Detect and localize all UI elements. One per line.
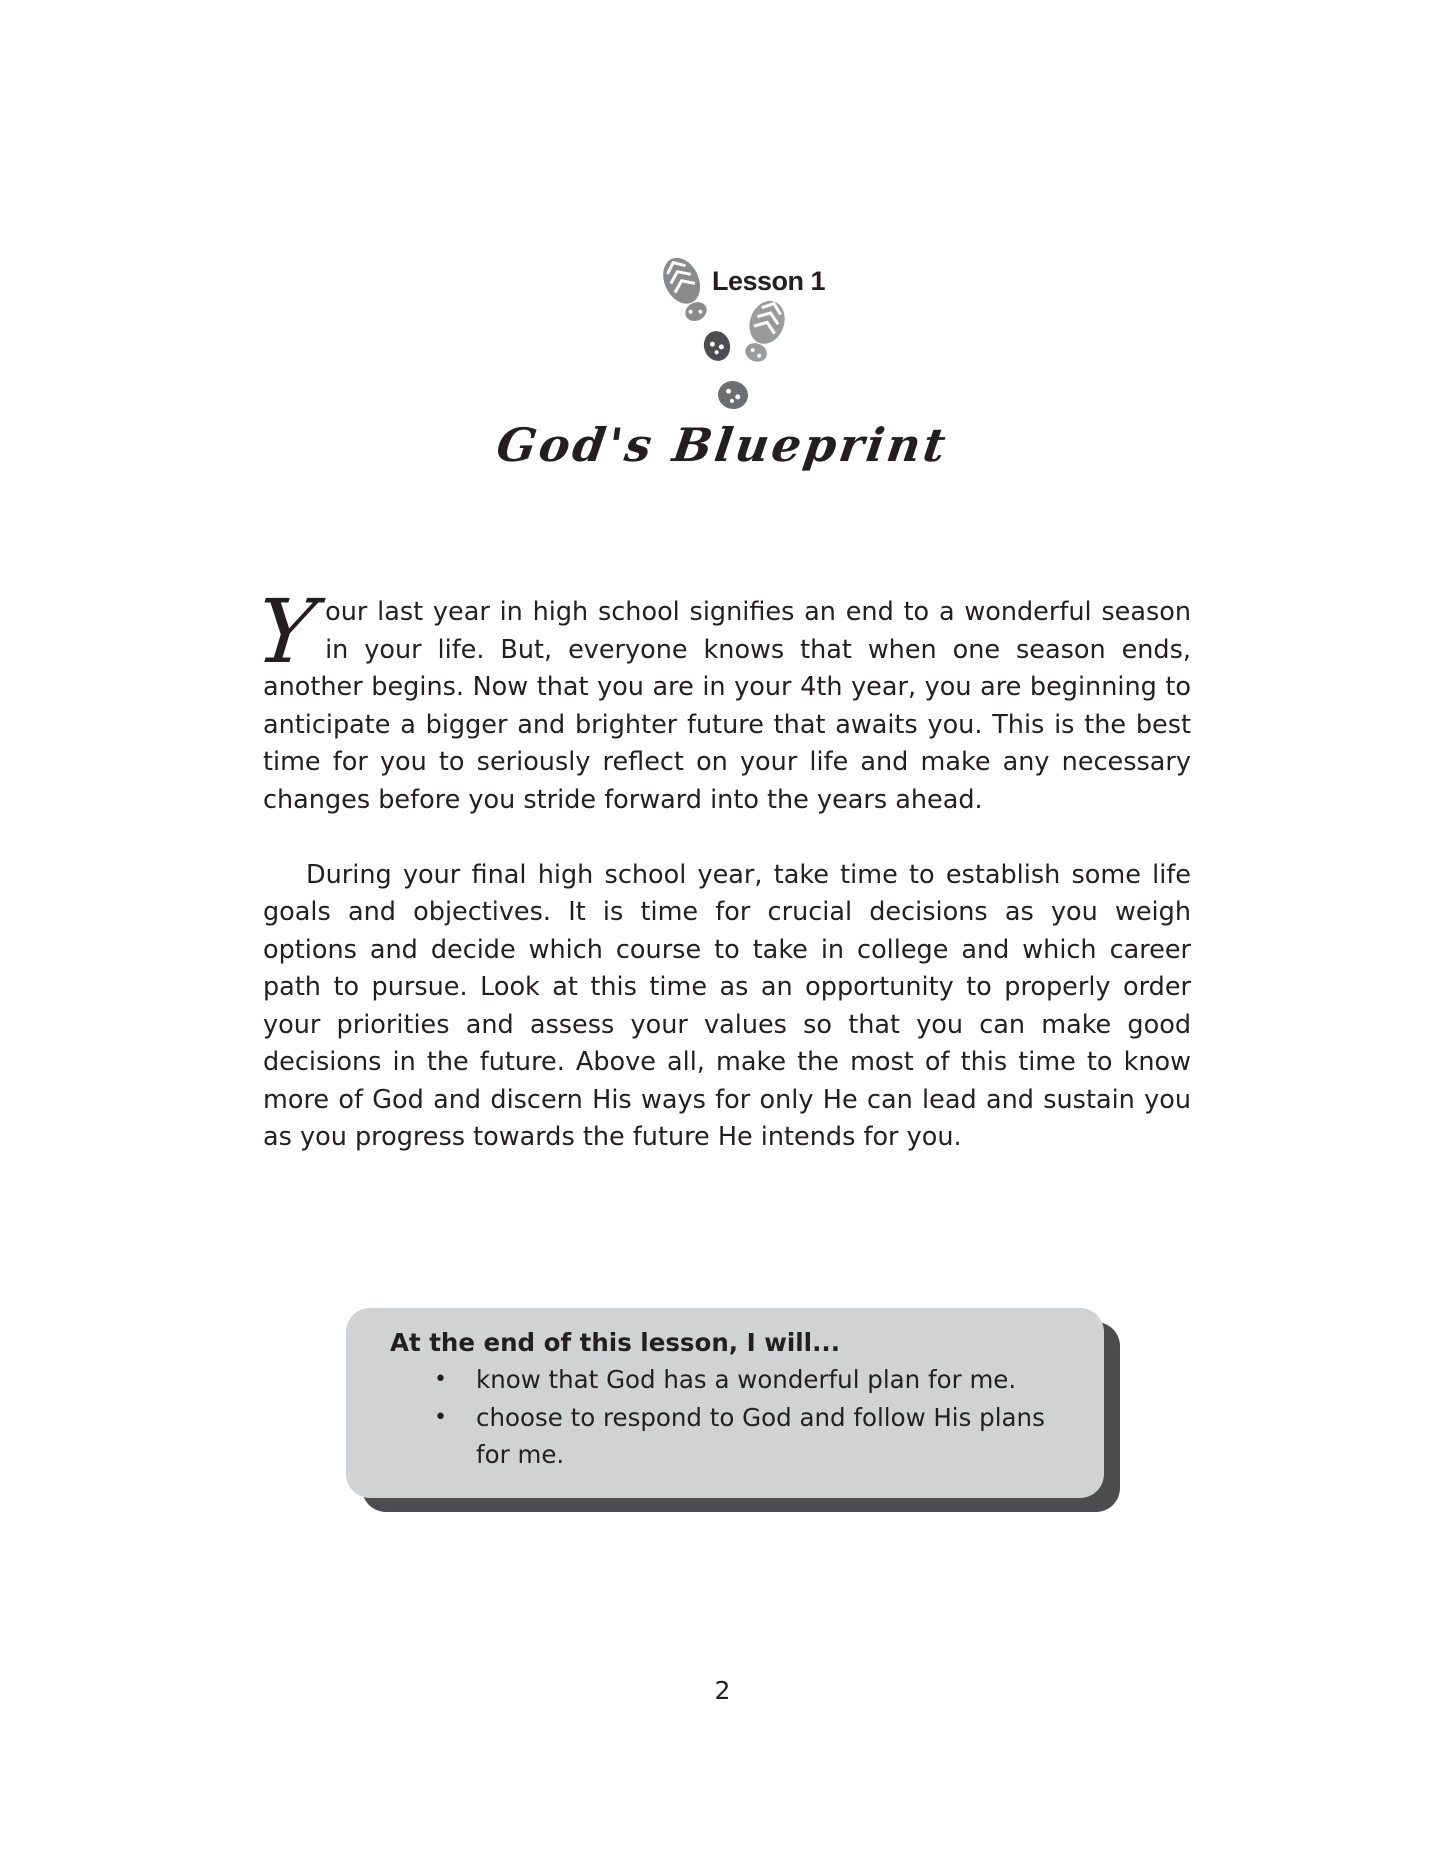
objective-text: choose to respond to God and follow His plans for me.: [476, 1402, 1045, 1469]
bullet-icon: •: [434, 1404, 447, 1430]
list-item: [390, 1361, 1074, 1399]
objectives-list: [390, 1361, 1074, 1474]
objective-text: know that God has a wonderful plan for me.: [476, 1365, 1017, 1394]
page-title: God's Blueprint: [493, 418, 952, 472]
list-item: [390, 1399, 1074, 1474]
lesson-label: Lesson 1: [712, 266, 826, 296]
body-text: [251, 580, 1191, 1157]
objectives-heading: At the end of this lesson, I will...: [390, 1328, 840, 1357]
second-paragraph: During your final high school year, take time to establish some life goals and objectives. It is time for crucial decisions as you weigh options and decide which course to take in college and which career path to pursue. Look at this time as an opportunity to properly order your priorities and assess your values so that you can make good decisions in the future. Above all, make the most of this time to know more of God and discern His ways for only He can lead and sustain you as you progress towards the future He intends for you.: [263, 859, 1191, 1152]
objectives-box: [346, 1308, 1104, 1498]
intro-paragraph: [251, 580, 1191, 819]
bullet-icon: •: [434, 1367, 447, 1392]
intro-paragraph-text: our last year in high school signifies an end to a wonderful season in your life. But, everyone knows that when one season ends, another begins. Now that you are in your 4th year, you are beginning to anticipate a bigger and brighter future that awaits you. This is the best time for you to seriously reflect on your life and make any necessary changes before you stride forward into the years ahead.: [263, 597, 1191, 815]
drop-cap: Y: [251, 580, 321, 683]
page-number: 2: [714, 1676, 731, 1705]
